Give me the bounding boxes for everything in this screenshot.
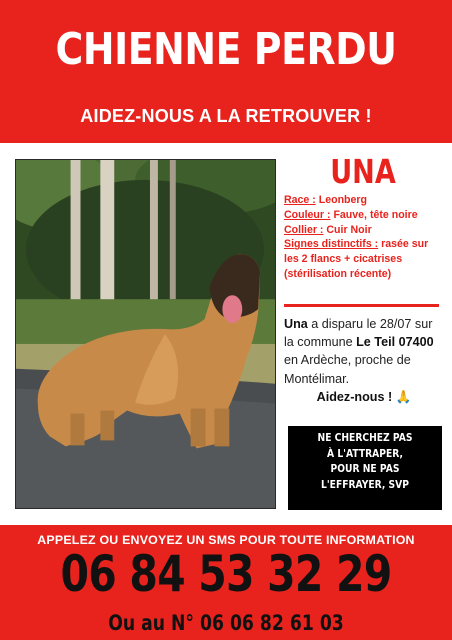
poster-title: CHIENNE PERDU bbox=[55, 24, 397, 75]
story-text bbox=[284, 315, 444, 388]
color-row bbox=[284, 208, 442, 223]
marks-value: rasée sur les 2 flancs + cicatrises (stérilisation récente) bbox=[284, 238, 429, 280]
dog-photo-illustration bbox=[16, 160, 275, 508]
story-dog-name: Una bbox=[284, 317, 308, 331]
poster-subtitle: AIDEZ-NOUS A LA RETROUVER ! bbox=[80, 106, 372, 126]
dog-name: UNA bbox=[330, 152, 396, 191]
dog-photo bbox=[15, 159, 276, 509]
divider-rule bbox=[284, 304, 439, 307]
contact-footer bbox=[0, 525, 452, 640]
warning-line-4: L'EFFRAYER, SVP bbox=[321, 479, 409, 491]
marks-row bbox=[284, 237, 442, 281]
warning-line-1: NE CHERCHEZ PAS bbox=[317, 433, 413, 444]
story-town: Le Teil 07400 bbox=[356, 335, 434, 350]
disappearance-story bbox=[284, 315, 444, 406]
header-banner bbox=[0, 0, 452, 143]
collar-value: Cuir Noir bbox=[323, 223, 372, 236]
collar-label: Collier : bbox=[284, 223, 324, 236]
story-part1: a disparu le 28/07 sur la commune bbox=[284, 317, 433, 350]
collar-row bbox=[284, 223, 442, 238]
breed-row bbox=[284, 193, 442, 208]
dog-details bbox=[284, 193, 442, 282]
warning-box bbox=[288, 426, 442, 510]
warning-line-3: POUR NE PAS bbox=[330, 464, 400, 476]
main-phone-number[interactable]: 06 84 53 32 29 bbox=[60, 545, 392, 603]
color-value: Fauve, tête noire bbox=[330, 208, 418, 221]
alt-phone-number[interactable]: Ou au N° 06 06 82 61 03 bbox=[108, 611, 344, 635]
praying-hands-icon: 🙏 bbox=[395, 389, 412, 404]
help-line bbox=[284, 388, 444, 406]
breed-value: Leonberg bbox=[315, 194, 368, 206]
marks-label: Signes distinctifs : bbox=[284, 238, 379, 251]
warning-line-2: À L'ATTRAPER, bbox=[327, 448, 403, 460]
story-part2: en Ardèche, proche de Montélimar. bbox=[284, 353, 411, 386]
color-label: Couleur : bbox=[284, 208, 331, 221]
breed-label: Race : bbox=[284, 194, 316, 206]
help-text: Aidez-nous ! bbox=[316, 389, 393, 404]
call-instruction: APPELEZ OU ENVOYEZ UN SMS POUR TOUTE INFORMATION bbox=[37, 533, 415, 547]
